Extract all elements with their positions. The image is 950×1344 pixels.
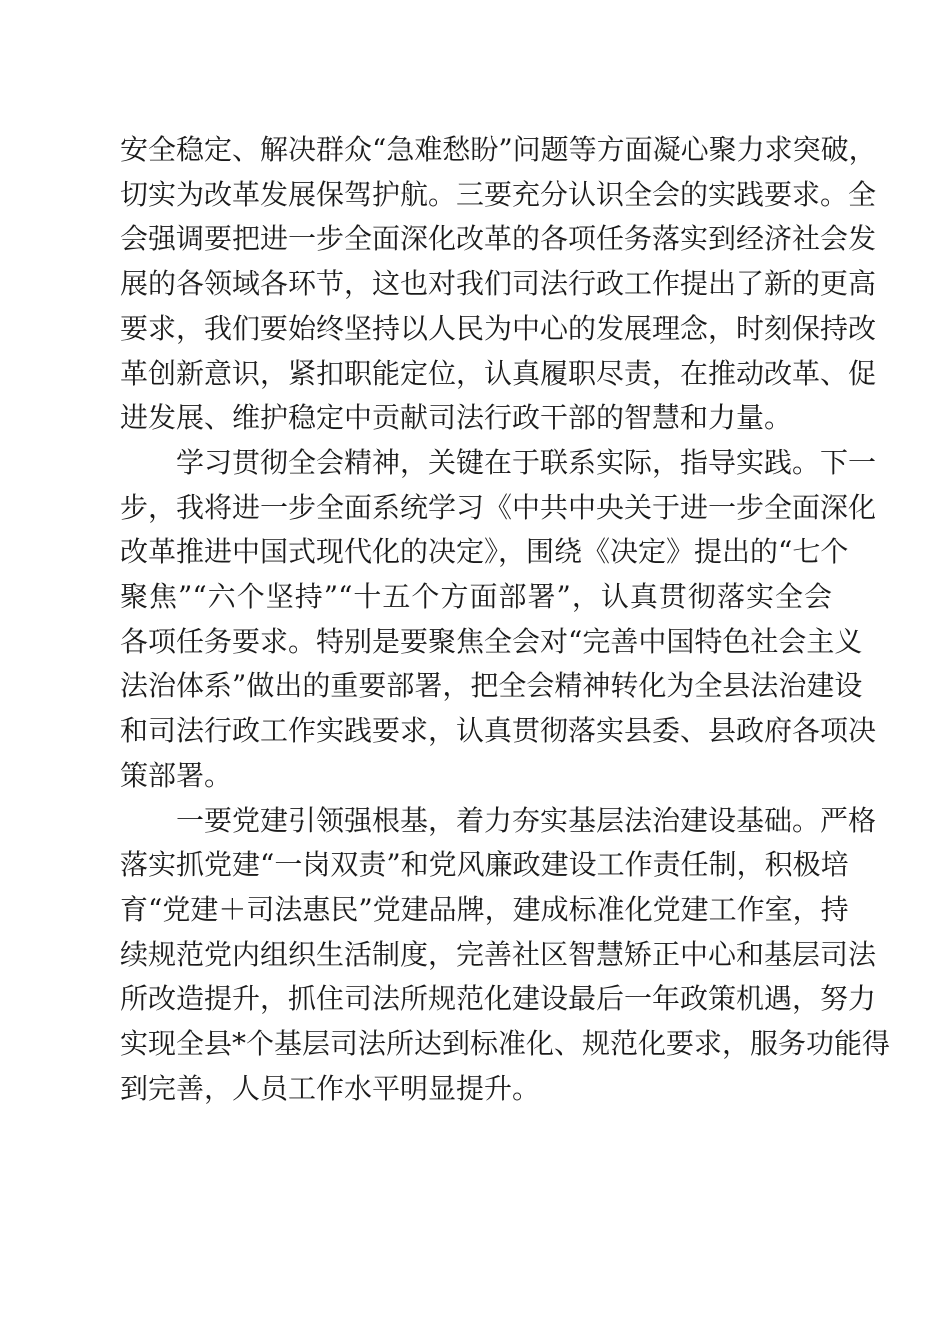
text-line: 和司法行政工作实践要求，认真贯彻落实县委、县政府各项决 [120,714,877,748]
text-line: 展的各领域各环节，这也对我们司法行政工作提出了新的更高 [120,267,877,301]
text-line: 聚焦”“六个坚持”“十五个方面部署”，认真贯彻落实全会 [120,580,832,614]
text-line: 各项任务要求。特别是要聚焦全会对“完善中国特色社会主义 [120,624,863,658]
text-line: 学习贯彻全会精神，关键在于联系实际，指导实践。下一 [176,445,877,479]
text-line: 会强调要把进一步全面深化改革的各项任务落实到经济社会发 [120,222,877,256]
text-line: 进发展、维护稳定中贡献司法行政干部的智慧和力量。 [120,401,793,435]
text-line: 实现全县*个基层司法所达到标准化、规范化要求，服务功能得 [120,1027,891,1061]
text-line: 步，我将进一步全面系统学习《中共中央关于进一步全面深化 [120,490,877,524]
paragraph-3 [120,799,891,1112]
text-line: 一要党建引领强根基，着力夯实基层法治建设基础。严格 [176,803,877,837]
text-line: 到完善，人员工作水平明显提升。 [120,1071,541,1105]
text-line: 革创新意识，紧扣职能定位，认真履职尽责，在推动改革、促 [120,356,877,390]
text-line: 法治体系”做出的重要部署，把全会精神转化为全县法治建设 [120,669,863,703]
text-line: 要求，我们要始终坚持以人民为中心的发展理念，时刻保持改 [120,311,877,345]
text-line: 落实抓党建“一岗双责”和党风廉政建设工作责任制，积极培 [120,848,849,882]
text-line: 策部署。 [120,758,233,792]
paragraph-1 [120,128,877,441]
paragraph-2 [120,441,877,799]
text-line: 育“党建＋司法惠民”党建品牌，建成标准化党建工作室，持 [120,892,849,926]
text-line: 改革推进中国式现代化的决定》，围绕《决定》提出的“七个 [120,535,849,569]
document-body [120,128,891,1111]
text-line: 续规范党内组织生活制度，完善社区智慧矫正中心和基层司法 [120,937,877,971]
text-line: 安全稳定、解决群众“急难愁盼”问题等方面凝心聚力求突破， [120,133,877,166]
text-line: 切实为改革发展保驾护航。三要充分认识全会的实践要求。全 [120,177,877,211]
text-line: 所改造提升，抓住司法所规范化建设最后一年政策机遇，努力 [120,982,877,1016]
